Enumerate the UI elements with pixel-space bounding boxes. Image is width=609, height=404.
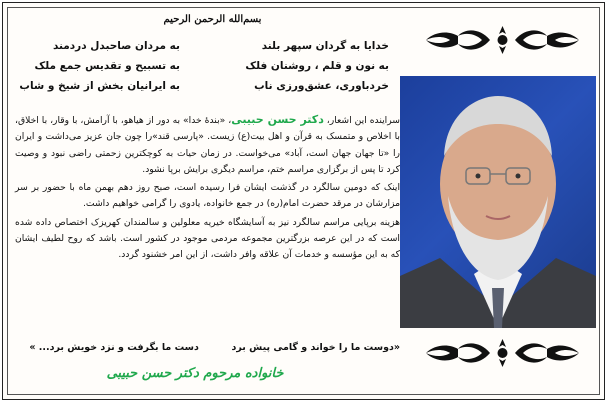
bottom-ornament-icon [420,333,585,373]
closing-verse [15,342,400,353]
poem-line: خردباوری، عشق‌ورزی ناب [254,80,389,92]
intro-text: سراینده این اشعار، [323,115,400,126]
poem-line: به نون و قلم ، روشنان فلک [245,60,389,72]
poem-right-column [239,36,389,96]
basmala: بسم‌الله الرحمن الرحیم [163,14,262,25]
poem-line: به ایرانیان بخش از شیخ و شاب [19,80,180,92]
paragraph-anniversary: اینک که دومین سالگرد در گذشت ایشان فرا رسیده است، صبح روز دهم بهمن ماه با حضور بر سر مزارشان در مرقد حضرت امام(ره) در جمع خانواده، یادوی را گرامی خواهیم داشت. [15,182,400,210]
family-signature: خانواده مرحوم دکتر حسن حبیبی [106,366,284,381]
portrait-illustration [400,76,596,328]
paragraph-intro [15,112,400,178]
obituary-body [15,112,400,266]
closing-verse-right: «دوست ما را خواند و گامی پیش برد [231,342,400,353]
highlighted-name: دکتر حسن حبیبی [231,113,324,126]
poem-left-column [15,36,180,96]
poem-line: به مردان صاحبدل دردمند [52,40,180,52]
portrait-photo [400,76,596,328]
poem-line: به تسبیح و تقدیس جمع ملک [34,60,180,72]
poem-line: خدایا به گردان سپهر بلند [261,40,389,52]
top-ornament-icon [420,22,585,62]
paragraph-charity: هزینه برپایی مراسم سالگرد نیز به آسایشگاه خیریه معلولین و سالمندان کهریزک اختصاص داده شده است که در این عرصه بزرگترین مجموعه مردمی موجود در کشور است. باشد که روح لطیف ایشان که به این مؤسسه و خدمات آن علاقه وافر داشت، از این امر خشنود گردد. [15,216,400,261]
closing-verse-left: دست ما بگرفت و نزد خویش برد... » [29,342,199,353]
intro-continuation: ، «بندهٔ خدا» به دور از هیاهو، با آرامش، با وقار، با اخلاق، با اخلاص و متمسک به قرآن و اهل بیت(ع) زیست. «پارسی قند»را چون جان عزیز می‌داشت و ایران را «تا جهان جهان است، آباد» می‌خواست. در زمان حیات به کوچکترین زحمتی راضی نبود و وصیت کرد تا پس از برگزاری مراسم ختم، مراسم دیگری برایش برپا نشود. [15,115,400,175]
